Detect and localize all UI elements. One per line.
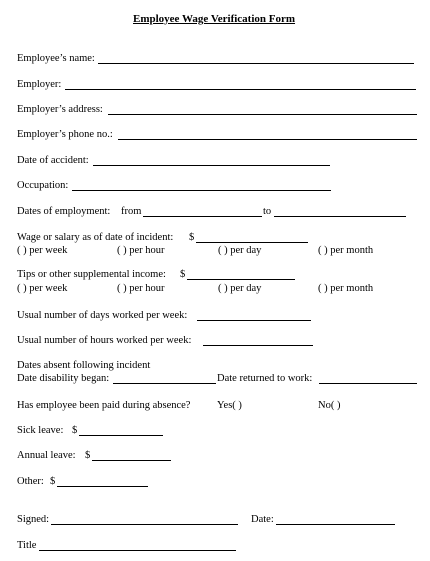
title-field[interactable] [39, 550, 236, 551]
employer-field[interactable] [65, 89, 416, 90]
wage-per-hour-option[interactable]: ( ) per hour [117, 245, 165, 256]
date-field[interactable] [276, 524, 395, 525]
employer-address-field[interactable] [108, 114, 417, 115]
from-label: from [121, 206, 142, 217]
employer-address-label: Employer’s address: [17, 104, 103, 115]
annual-leave-field[interactable] [92, 460, 171, 461]
dates-absent-label: Dates absent following incident [17, 360, 151, 371]
date-disability-label: Date disability began: [17, 373, 110, 384]
wage-per-week-option[interactable]: ( ) per week [17, 245, 68, 256]
signed-field[interactable] [51, 524, 238, 525]
date-of-accident-label: Date of accident: [17, 155, 89, 166]
days-per-week-label: Usual number of days worked per week: [17, 310, 188, 321]
sick-leave-label: Sick leave: [17, 425, 64, 436]
tips-dollar-sign: $ [180, 269, 186, 280]
yes-option[interactable]: Yes( ) [217, 400, 242, 411]
occupation-field[interactable] [72, 190, 331, 191]
hours-per-week-label: Usual number of hours worked per week: [17, 335, 192, 346]
title-label: Title [17, 540, 37, 551]
tips-per-day-option[interactable]: ( ) per day [218, 283, 262, 294]
days-per-week-field[interactable] [197, 320, 311, 321]
sick-leave-field[interactable] [79, 435, 163, 436]
employer-phone-label: Employer’s phone no.: [17, 129, 113, 140]
wage-label: Wage or salary as of date of incident: [17, 232, 174, 243]
tips-per-month-option[interactable]: ( ) per month [318, 283, 374, 294]
employee-name-field[interactable] [98, 63, 414, 64]
tips-label: Tips or other supplemental income: [17, 269, 166, 280]
form-title: Employee Wage Verification Form [133, 13, 296, 25]
no-option[interactable]: No( ) [318, 400, 341, 411]
wage-per-day-option[interactable]: ( ) per day [218, 245, 262, 256]
tips-field[interactable] [187, 279, 295, 280]
wage-dollar-sign: $ [189, 232, 195, 243]
tips-per-week-option[interactable]: ( ) per week [17, 283, 68, 294]
date-disability-field[interactable] [113, 383, 216, 384]
date-returned-field[interactable] [319, 383, 417, 384]
signed-label: Signed: [17, 514, 50, 525]
date-returned-label: Date returned to work: [217, 373, 313, 384]
other-label: Other: [17, 476, 44, 487]
employer-phone-field[interactable] [118, 139, 417, 140]
wage-field[interactable] [196, 242, 308, 243]
other-field[interactable] [57, 486, 148, 487]
employment-from-field[interactable] [143, 216, 262, 217]
date-label: Date: [251, 514, 274, 525]
occupation-label: Occupation: [17, 180, 69, 191]
other-dollar-sign: $ [50, 476, 56, 487]
employee-name-label: Employee’s name: [17, 53, 95, 64]
sick-leave-dollar-sign: $ [72, 425, 78, 436]
hours-per-week-field[interactable] [203, 345, 313, 346]
tips-per-hour-option[interactable]: ( ) per hour [117, 283, 165, 294]
dates-of-employment-label: Dates of employment: [17, 206, 111, 217]
paid-during-absence-label: Has employee been paid during absence? [17, 400, 191, 411]
annual-leave-label: Annual leave: [17, 450, 76, 461]
employer-label: Employer: [17, 79, 62, 90]
wage-per-month-option[interactable]: ( ) per month [318, 245, 374, 256]
employment-to-field[interactable] [274, 216, 406, 217]
annual-leave-dollar-sign: $ [85, 450, 91, 461]
date-of-accident-field[interactable] [93, 165, 330, 166]
to-label: to [263, 206, 272, 217]
